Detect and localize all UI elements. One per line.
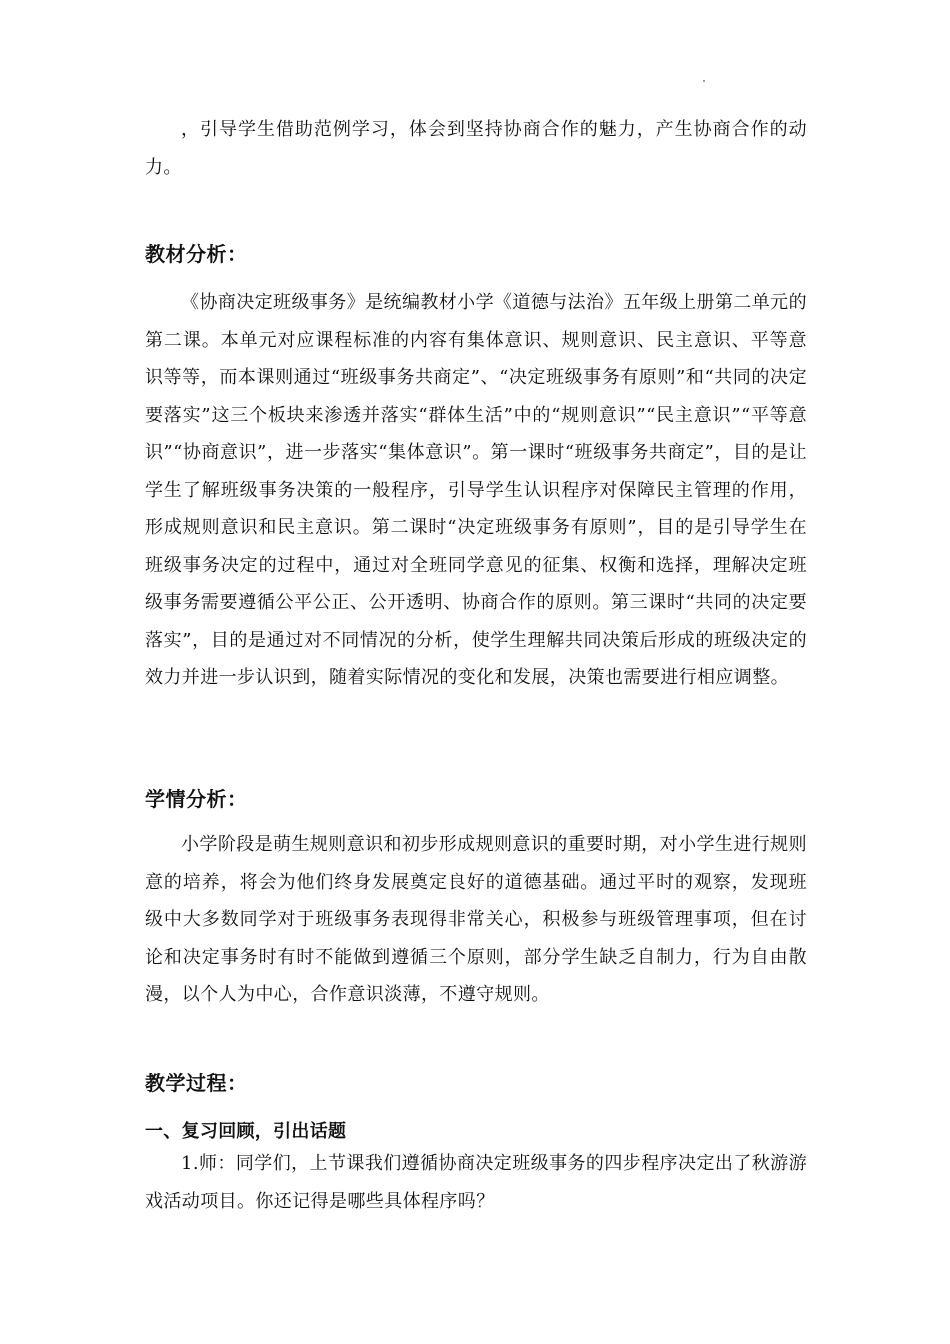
page-mark [703, 80, 705, 82]
section-1-title: 一、复习回顾，引出话题 [145, 1121, 347, 1142]
textbook-analysis-heading: 教材分析： [145, 242, 248, 266]
student-analysis-paragraph: 小学阶段是萌生规则意识和初步形成规则意识的重要时期，对小学生进行规则意的培养，将会为他们终身发展奠定良好的道德基础。通过平时的观察，发现班级中大多数同学对于班级事务表现得非常关心，积极参与班级管理事项，但在讨论和决定事务时有时不能做到遵循三个原则，部分学生缺乏自制力，行为自由散漫，以个人为中心，合作意识淡薄，不遵守规则。 [145, 834, 807, 1005]
textbook-analysis-paragraph: 《协商决定班级事务》是统编教材小学《道德与法治》五年级上册第二单元的第二课。本单元对应课程标准的内容有集体意识、规则意识、民主意识、平等意识等等，而本课则通过“班级事务共商定”、“决定班级事务有原则”和“共同的决定要落实”这三个板块来渗透并落实“群体生活”中的“规则意识”“民主意识”“平等意识”“协商意识”，进一步落实“集体意识”。第一课时“班级事务共商定”，目的是让学生了解班级事务决策的一般程序，引导学生认识程序对保障民主管理的作用，形成规则意识和民主意识。第二课时“决定班级事务有原则”，目的是引导学生在班级事务决定的过程中，通过对全班同学意见的征集、权衡和选择，理解决定班级事务需要遵循公平公正、公开透明、协商合作的原则。第三课时“共同的决定要落实”，目的是通过对不同情况的分析，使学生理解共同决策后形成的班级决定的效力并进一步认识到，随着实际情况的变化和发展，决策也需要进行相应调整。 [145, 292, 807, 688]
section-1-item-1: 1.师：同学们，上节课我们遵循协商决定班级事务的四步程序决定出了秋游游戏活动项目。你还记得是哪些具体程序吗？ [145, 1153, 807, 1212]
student-analysis-heading: 学情分析： [145, 787, 248, 811]
teaching-process-heading: 教学过程： [145, 1071, 248, 1095]
intro-paragraph: ，引导学生借助范例学习，体会到坚持协商合作的魅力，产生协商合作的动力。 [145, 119, 807, 178]
